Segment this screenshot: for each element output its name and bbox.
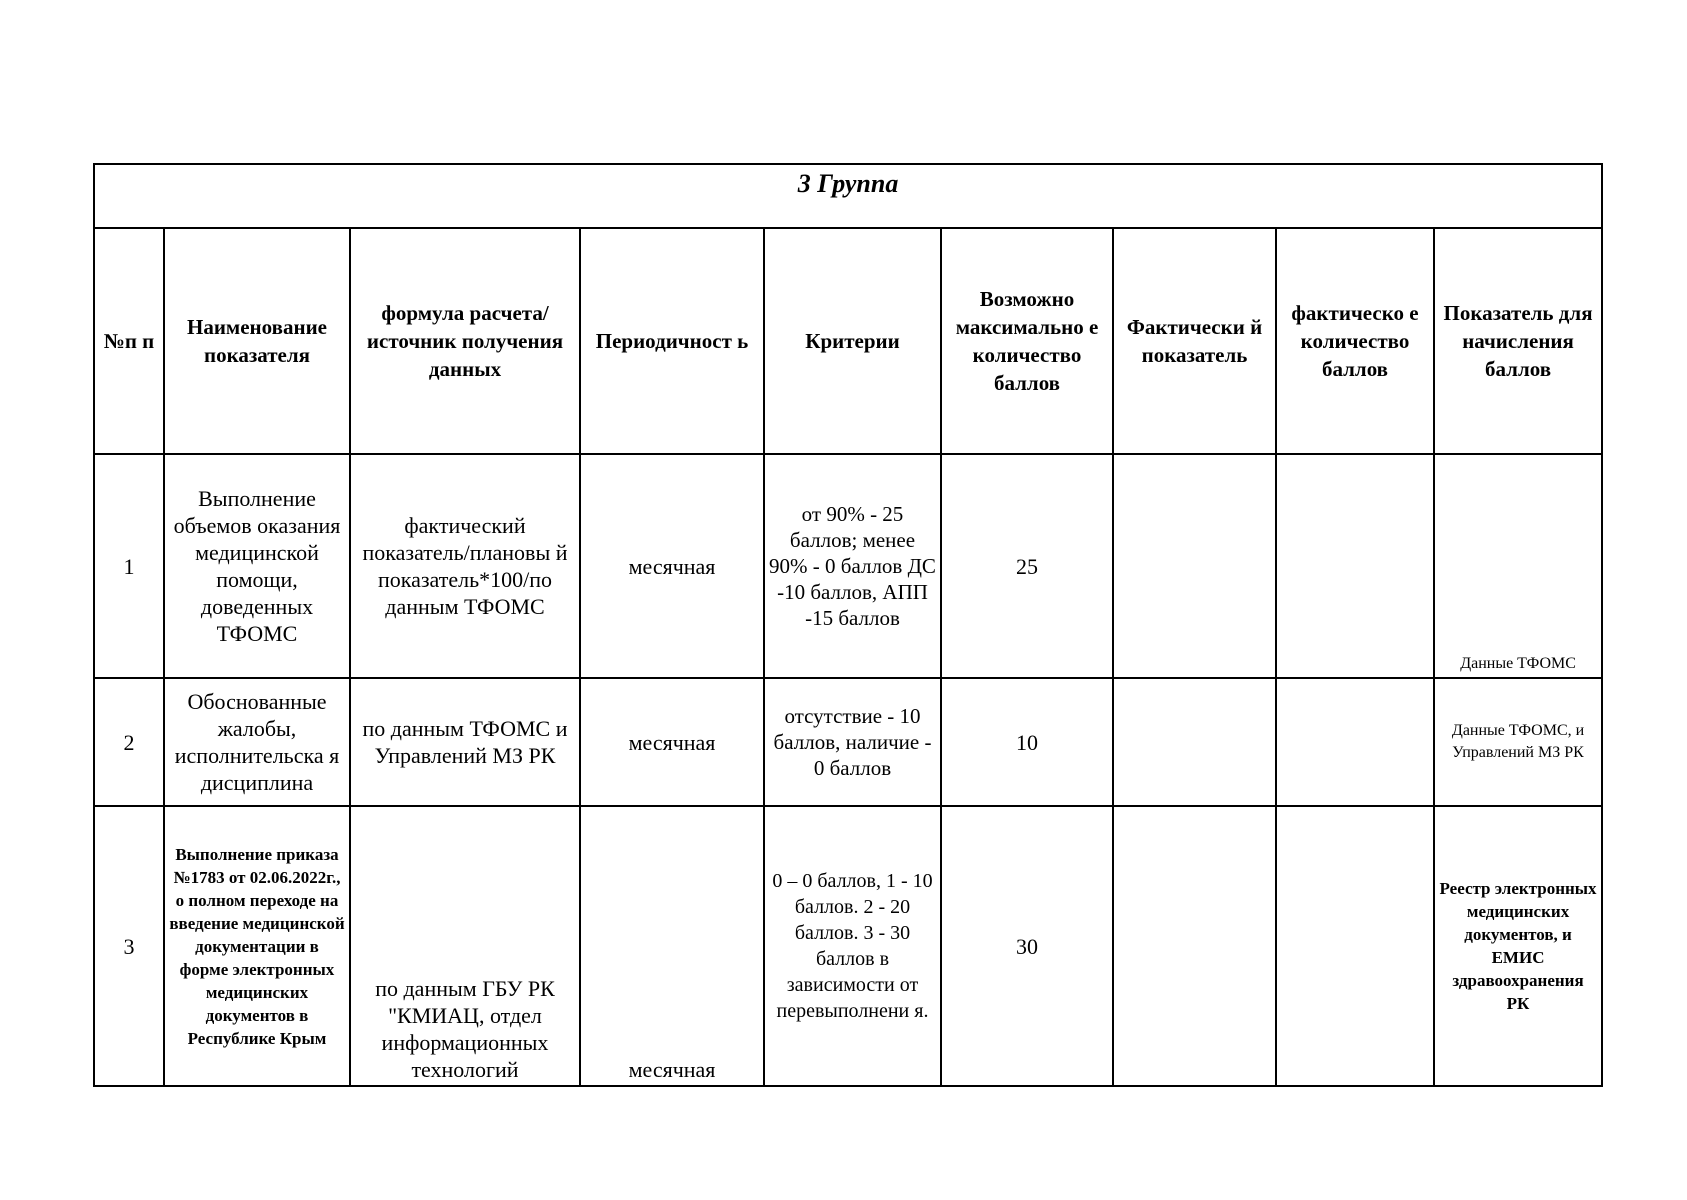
table-row — [94, 806, 1602, 1086]
actual-points — [1276, 678, 1434, 806]
actual-indicator — [1113, 454, 1276, 678]
max-points: 10 — [941, 678, 1113, 806]
criteria: отсутствие - 10 баллов, наличие - 0 баллов — [764, 678, 941, 806]
header-source-indicator: Показатель для начисления баллов — [1434, 228, 1602, 454]
table-row — [94, 454, 1602, 678]
formula: по данным ТФОМС и Управлений МЗ РК — [350, 678, 580, 806]
criteria: 0 – 0 баллов, 1 - 10 баллов. 2 - 20 баллов. 3 - 30 баллов в зависимости от перевыполнени я. — [764, 806, 941, 1086]
actual-points — [1276, 454, 1434, 678]
header-criteria: Критерии — [764, 228, 941, 454]
formula: фактический показатель/плановы й показатель*100/по данным ТФОМС — [350, 454, 580, 678]
row-number: 1 — [94, 454, 164, 678]
max-points: 25 — [941, 454, 1113, 678]
group-title: 3 Группа — [94, 164, 1602, 228]
row-number: 2 — [94, 678, 164, 806]
max-points: 30 — [941, 806, 1113, 1086]
row-number: 3 — [94, 806, 164, 1086]
source-indicator: Данные ТФОМС, и Управлений МЗ РК — [1434, 678, 1602, 806]
header-actual-indicator: Фактически й показатель — [1113, 228, 1276, 454]
periodicity: месячная — [580, 678, 764, 806]
criteria: от 90% - 25 баллов; менее 90% - 0 баллов ДС -10 баллов, АПП -15 баллов — [764, 454, 941, 678]
actual-points — [1276, 806, 1434, 1086]
header-number: №п п — [94, 228, 164, 454]
indicator-name: Обоснованные жалобы, исполнительска я дисциплина — [164, 678, 350, 806]
table-row — [94, 678, 1602, 806]
header-formula: формула расчета/источник получения данных — [350, 228, 580, 454]
source-indicator: Данные ТФОМС — [1434, 454, 1602, 678]
periodicity: месячная — [580, 454, 764, 678]
source-indicator: Реестр электронных медицинских документов, и ЕМИС здравоохранения РК — [1434, 806, 1602, 1086]
actual-indicator — [1113, 806, 1276, 1086]
indicator-name: Выполнение приказа №1783 от 02.06.2022г., о полном переходе на введение медицинской документации в форме электронных медицинских документов в Республике Крым — [164, 806, 350, 1086]
header-periodicity: Периодичност ь — [580, 228, 764, 454]
indicator-name: Выполнение объемов оказания медицинской помощи, доведенных ТФОМС — [164, 454, 350, 678]
header-max-points: Возможно максимально е количество баллов — [941, 228, 1113, 454]
formula: по данным ГБУ РК "КМИАЦ, отдел информационных технологий — [350, 806, 580, 1086]
periodicity: месячная — [580, 806, 764, 1086]
header-indicator-name: Наименование показателя — [164, 228, 350, 454]
actual-indicator — [1113, 678, 1276, 806]
header-actual-points: фактическо е количество баллов — [1276, 228, 1434, 454]
rating-table — [93, 163, 1603, 1087]
